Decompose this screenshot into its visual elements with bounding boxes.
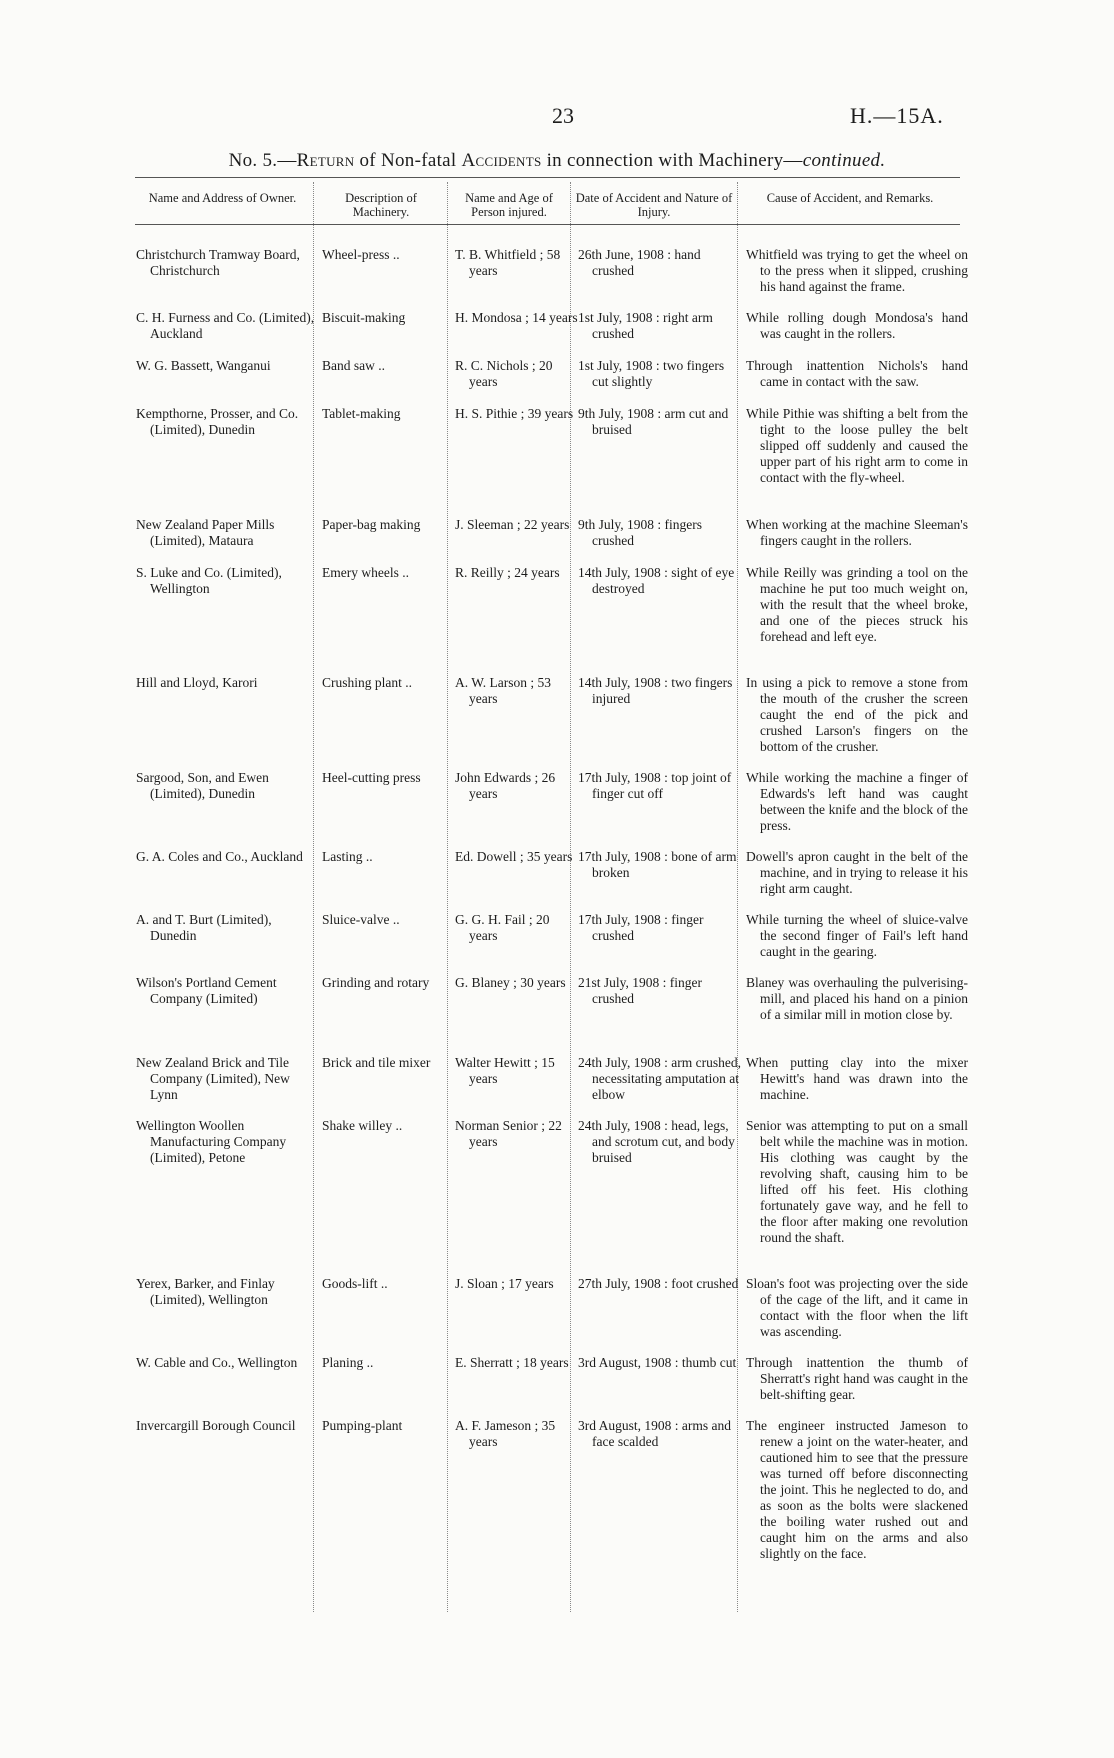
date-cell: 17th July, 1908 : finger crushed xyxy=(578,912,704,943)
title-continued: continued. xyxy=(802,150,886,171)
title-mid: of Non-fatal xyxy=(354,150,462,171)
cause-cell: While rolling dough Mondosa's hand was caught in the rollers. xyxy=(746,310,968,341)
machinery-cell: Pumping-plant xyxy=(322,1418,403,1433)
column-header-machinery: Description of Machinery. xyxy=(345,191,417,219)
date-cell: 1st July, 1908 : two fingers cut slightly xyxy=(578,358,725,389)
owner-cell: Kempthorne, Prosser, and Co. (Limited), Dunedin xyxy=(136,406,299,437)
cause-cell: Through inattention the thumb of Sherratt's right hand was caught in the belt-shifting gear. xyxy=(746,1355,968,1402)
machinery-cell: Paper-bag making xyxy=(322,517,421,532)
cause-cell: While Reilly was grinding a tool on the machine he put too much weight on, with the result that the wheel broke, and one of the pieces struck his forehead and left eye. xyxy=(746,565,968,644)
date-cell: 14th July, 1908 : sight of eye destroyed xyxy=(578,565,735,596)
owner-cell: Yerex, Barker, and Finlay (Limited), Wellington xyxy=(136,1276,275,1307)
cause-cell: Sloan's foot was projecting over the side of the cage of the lift, and it came in contact with the floor when the lift was ascending. xyxy=(746,1276,968,1339)
date-cell: 1st July, 1908 : right arm crushed xyxy=(578,310,713,341)
column-header-date: Date of Accident and Nature of Injury. xyxy=(575,191,733,219)
title-accidents: Accidents xyxy=(461,150,542,171)
date-cell: 17th July, 1908 : top joint of finger cut off xyxy=(578,770,732,801)
machinery-cell: Grinding and rotary xyxy=(322,975,430,990)
title-number: No. 5. xyxy=(228,150,278,171)
date-cell: 17th July, 1908 : bone of arm broken xyxy=(578,849,737,880)
cause-cell: When working at the machine Sleeman's fingers caught in the rollers. xyxy=(746,517,968,548)
person-cell: Ed. Dowell ; 35 years xyxy=(455,849,573,864)
machinery-cell: Lasting .. xyxy=(322,849,373,864)
owner-cell: New Zealand Brick and Tile Company (Limited), New Lynn xyxy=(136,1055,290,1102)
cause-cell: While working the machine a finger of Edwards's left hand was caught between the knife and the block of the press. xyxy=(746,770,968,833)
date-cell: 9th July, 1908 : fingers crushed xyxy=(578,517,702,548)
cause-cell: In using a pick to remove a stone from the mouth of the crusher the screen caught the end of the pick and crushed Larson's fingers on the bottom of the crusher. xyxy=(746,675,968,754)
machinery-cell: Emery wheels .. xyxy=(322,565,409,580)
person-cell: R. C. Nichols ; 20 years xyxy=(455,358,553,389)
table-title xyxy=(0,150,1114,172)
owner-cell: Sargood, Son, and Ewen (Limited), Dunedin xyxy=(136,770,269,801)
owner-cell: S. Luke and Co. (Limited), Wellington xyxy=(136,565,282,596)
person-cell: G. G. H. Fail ; 20 years xyxy=(455,912,550,943)
machinery-cell: Wheel-press .. xyxy=(322,247,400,262)
cause-cell: Through inattention Nichols's hand came in contact with the saw. xyxy=(746,358,968,389)
machinery-cell: Tablet-making xyxy=(322,406,401,421)
cause-cell: While Pithie was shifting a belt from the tight to the loose pulley the belt slipped off suddenly and caused the upper part of his right arm to come in contact with the fly-wheel. xyxy=(746,406,968,485)
person-cell: A. W. Larson ; 53 years xyxy=(455,675,551,706)
owner-cell: Hill and Lloyd, Karori xyxy=(136,675,258,690)
date-cell: 21st July, 1908 : finger crushed xyxy=(578,975,702,1006)
table-top-rule xyxy=(135,177,960,178)
machinery-cell: Goods-lift .. xyxy=(322,1276,388,1291)
person-cell: T. B. Whitfield ; 58 years xyxy=(455,247,561,278)
cause-cell: While turning the wheel of sluice-valve the second finger of Fail's left hand caught in the gearing. xyxy=(746,912,968,959)
cause-cell: Blaney was overhauling the pulverising-mill, and placed his hand on a pinion of a similar mill in motion close by. xyxy=(746,975,968,1022)
cause-cell: Whitfield was trying to get the wheel on to the press when it slipped, crushing his hand against the frame. xyxy=(746,247,968,294)
date-cell: 26th June, 1908 : hand crushed xyxy=(578,247,701,278)
date-cell: 9th July, 1908 : arm cut and bruised xyxy=(578,406,729,437)
machinery-cell: Sluice-valve .. xyxy=(322,912,400,927)
date-cell: 24th July, 1908 : head, legs, and scrotum cut, and body bruised xyxy=(578,1118,735,1165)
machinery-cell: Brick and tile mixer xyxy=(322,1055,431,1070)
date-cell: 14th July, 1908 : two fingers injured xyxy=(578,675,733,706)
title-rest: in connection with Machinery— xyxy=(541,150,803,171)
column-header-owner: Name and Address of Owner. xyxy=(148,191,297,205)
owner-cell: A. and T. Burt (Limited), Dunedin xyxy=(136,912,272,943)
date-cell: 24th July, 1908 : arm crushed, necessitating amputation at elbow xyxy=(578,1055,741,1102)
column-divider xyxy=(447,182,448,1612)
column-header-cause: Cause of Accident, and Remarks. xyxy=(766,191,934,205)
date-cell: 3rd August, 1908 : arms and face scalded xyxy=(578,1418,731,1449)
date-cell: 3rd August, 1908 : thumb cut xyxy=(578,1355,737,1370)
person-cell: A. F. Jameson ; 35 years xyxy=(455,1418,556,1449)
person-cell: H. S. Pithie ; 39 years xyxy=(455,406,574,421)
column-header-person: Name and Age of Person injured. xyxy=(465,191,553,219)
owner-cell: Christchurch Tramway Board, Christchurch xyxy=(136,247,300,278)
page-number: 23 xyxy=(552,103,574,128)
person-cell: E. Sherratt ; 18 years xyxy=(455,1355,569,1370)
owner-cell: W. G. Bassett, Wanganui xyxy=(136,358,271,373)
owner-cell: Invercargill Borough Council xyxy=(136,1418,296,1433)
person-cell: R. Reilly ; 24 years xyxy=(455,565,560,580)
document-reference: H.—15A. xyxy=(850,103,944,128)
cause-cell: The engineer instructed Jameson to renew a joint on the water-heater, and cautioned him to see that the pressure was turned off before disconnecting the joint. This he neglected to do, and as soon as the bolts were slackened the boiling water rushed out and caught him on the arms and also slightly on the face. xyxy=(746,1418,968,1561)
owner-cell: W. Cable and Co., Wellington xyxy=(136,1355,298,1370)
column-divider xyxy=(737,182,738,1612)
person-cell: J. Sloan ; 17 years xyxy=(455,1276,554,1291)
person-cell: Walter Hewitt ; 15 years xyxy=(455,1055,555,1086)
date-cell: 27th July, 1908 : foot crushed xyxy=(578,1276,739,1291)
machinery-cell: Crushing plant .. xyxy=(322,675,412,690)
owner-cell: Wilson's Portland Cement Company (Limited) xyxy=(136,975,277,1006)
person-cell: H. Mondosa ; 14 years xyxy=(455,310,578,325)
machinery-cell: Planing .. xyxy=(322,1355,374,1370)
machinery-cell: Biscuit-making xyxy=(322,310,406,325)
machinery-cell: Heel-cutting press xyxy=(322,770,421,785)
table-header-rule xyxy=(135,224,960,225)
person-cell: John Edwards ; 26 years xyxy=(455,770,556,801)
cause-cell: Senior was attempting to put on a small belt while the machine was in motion. His clothing was caught by the revolving shaft, causing him to be lifted off his feet. His clothing fortunately gave way, and he fell to the floor after making one revolution round the shaft. xyxy=(746,1118,968,1245)
owner-cell: C. H. Furness and Co. (Limited), Auckland xyxy=(136,310,315,341)
cause-cell: Dowell's apron caught in the belt of the machine, and in trying to release it his right arm caught. xyxy=(746,849,968,896)
person-cell: Norman Senior ; 22 years xyxy=(455,1118,562,1149)
cause-cell: When putting clay into the mixer Hewitt's hand was drawn into the machine. xyxy=(746,1055,968,1102)
owner-cell: G. A. Coles and Co., Auckland xyxy=(136,849,303,864)
machinery-cell: Shake willey .. xyxy=(322,1118,403,1133)
person-cell: G. Blaney ; 30 years xyxy=(455,975,566,990)
owner-cell: New Zealand Paper Mills (Limited), Mataura xyxy=(136,517,275,548)
machinery-cell: Band saw .. xyxy=(322,358,385,373)
title-return: —Return xyxy=(277,150,355,171)
owner-cell: Wellington Woollen Manufacturing Company (Limited), Petone xyxy=(136,1118,287,1165)
column-divider xyxy=(313,182,314,1612)
column-divider xyxy=(570,182,571,1612)
person-cell: J. Sleeman ; 22 years xyxy=(455,517,570,532)
